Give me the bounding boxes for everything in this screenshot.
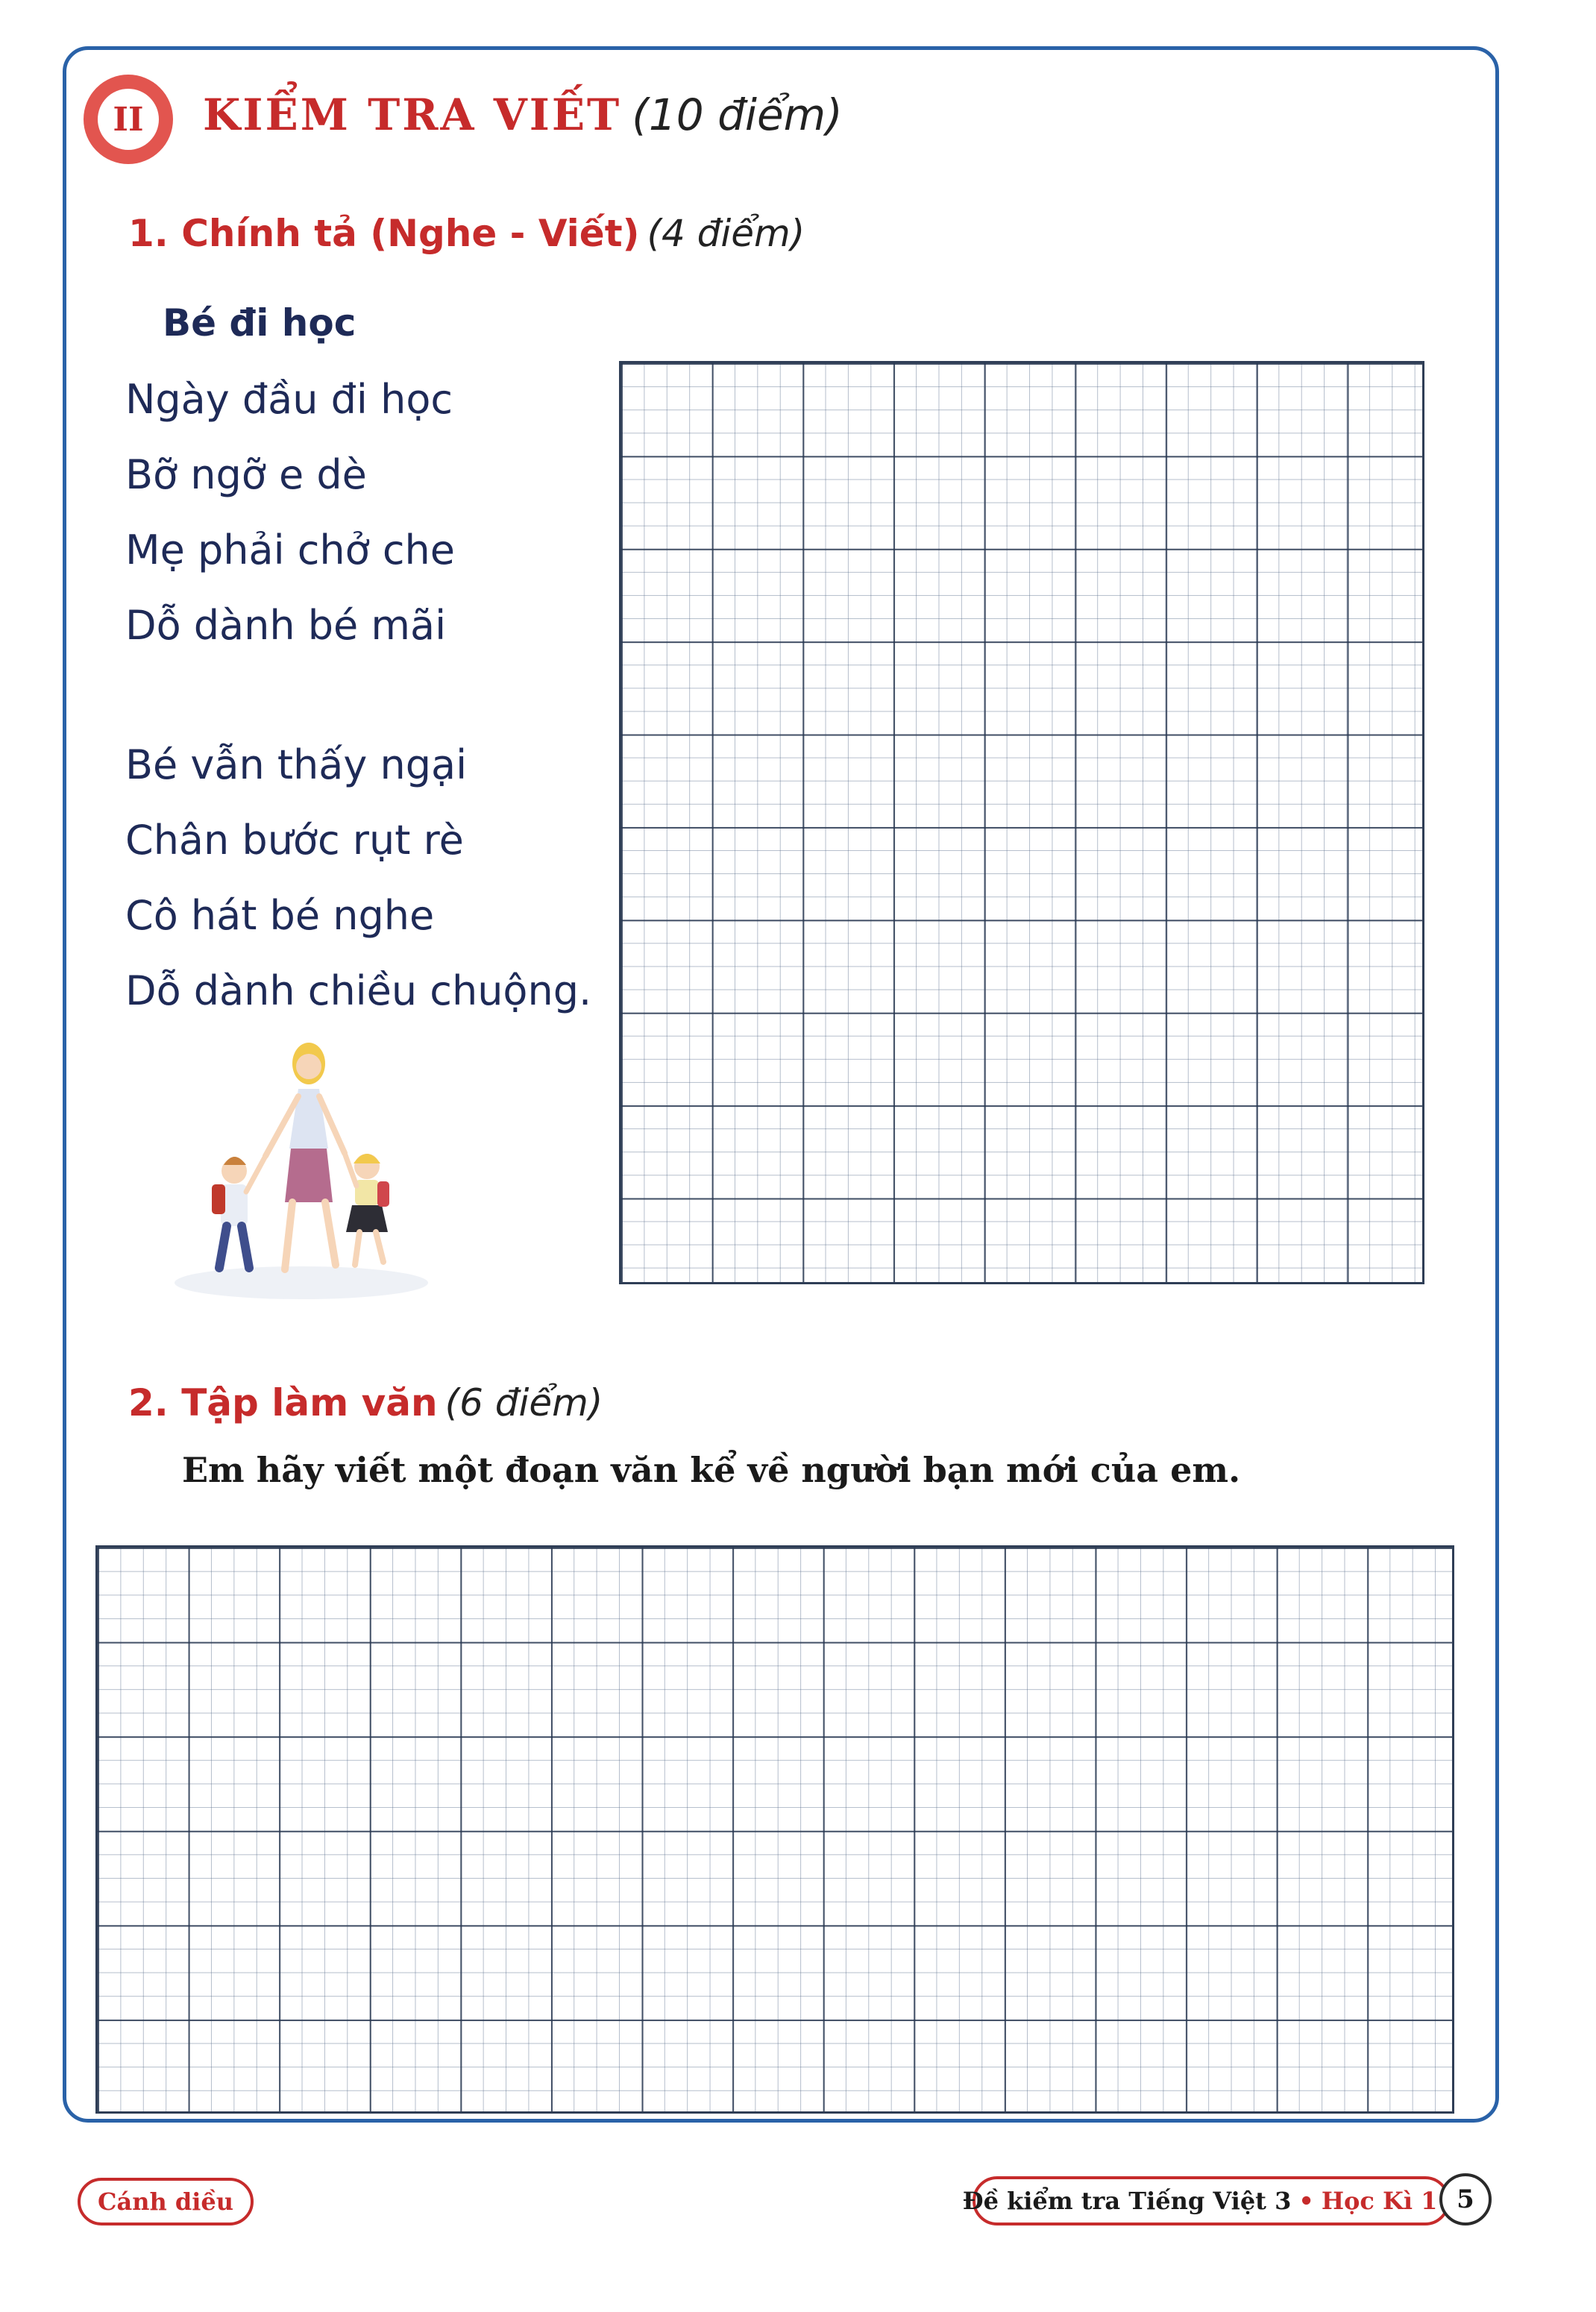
poem-line: Chân bước rụt rè <box>125 817 464 864</box>
poem-line: Cô hát bé nghe <box>125 892 435 939</box>
poem-line: Dỗ dành chiều chuộng. <box>125 967 592 1014</box>
section-title <box>203 89 843 140</box>
footer-separator: • <box>1298 2187 1314 2215</box>
poem-title: Bé đi học <box>163 301 356 345</box>
question-2-title <box>128 1381 603 1424</box>
section-number: II <box>98 89 159 150</box>
question-1-title-text: 1. Chính tả (Nghe - Viết) <box>128 212 640 255</box>
question-2-prompt: Em hãy viết một đoạn văn kể về người bạn mới của em. <box>182 1450 1241 1490</box>
publisher-badge: Cánh diều <box>78 2178 254 2225</box>
page-number: 5 <box>1439 2173 1492 2225</box>
poem-line: Mẹ phải chở che <box>125 527 455 574</box>
section-title-text: KIỂM TRA VIẾT <box>203 89 622 140</box>
question-1-points: (4 điểm) <box>647 212 805 255</box>
book-title-badge <box>962 2176 1450 2225</box>
section-points: (10 điểm) <box>632 89 843 140</box>
term-label: Học Kì 1 <box>1321 2187 1438 2215</box>
question-2-points: (6 điểm) <box>444 1381 603 1424</box>
writing-grid-dictation[interactable] <box>619 361 1424 1284</box>
mother-and-children-illustration <box>160 1037 443 1305</box>
poem-line: Bé vẫn thấy ngại <box>125 741 468 788</box>
writing-grid-essay[interactable] <box>95 1545 1454 2114</box>
poem-line: Ngày đầu đi học <box>125 376 453 423</box>
question-2-title-text: 2. Tập làm văn <box>128 1381 438 1424</box>
book-title: Đề kiểm tra Tiếng Việt 3 <box>962 2187 1292 2215</box>
poem-line: Bỡ ngỡ e dè <box>125 451 367 498</box>
poem-line: Dỗ dành bé mãi <box>125 602 447 649</box>
question-1-title <box>128 212 805 255</box>
section-number-badge <box>84 75 173 164</box>
